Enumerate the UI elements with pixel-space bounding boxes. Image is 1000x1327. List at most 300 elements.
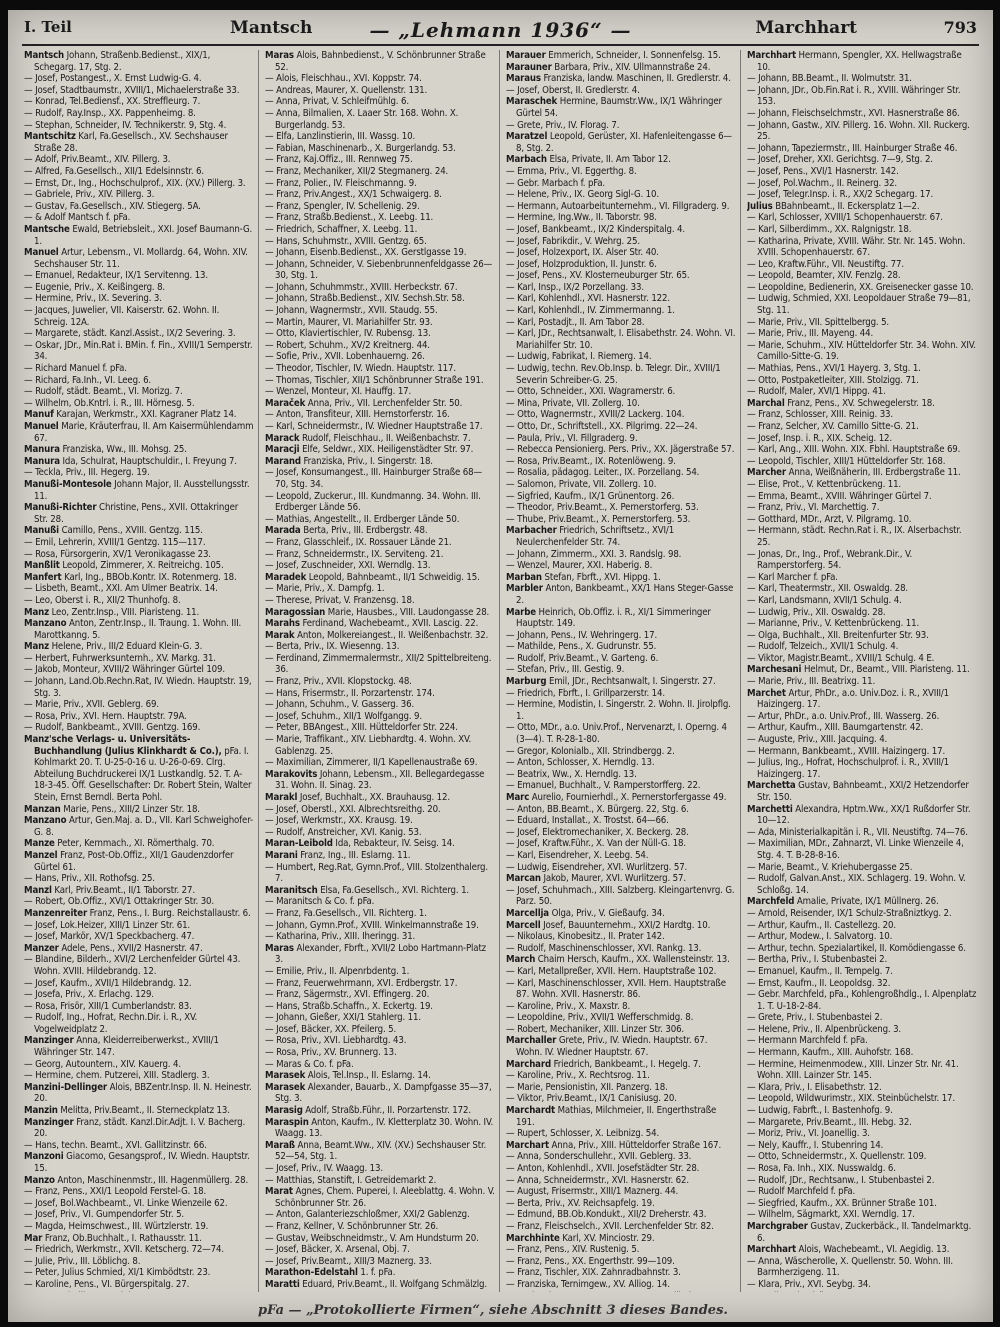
entry-text: — Robert, Ob.Offiz., XVI/1 Ottakringer Str. 30.	[24, 896, 214, 908]
entry-surname: Manußi-Montesole	[24, 478, 112, 490]
entry-text: — Otto, MDr., a.o. Univ.Prof., Nervenarzt, I. Operng. 4 (3—4). T. R-28-1-80.	[506, 722, 727, 746]
entry-text: — Franz, Schneidermstr., IX. Serviteng. 21.	[265, 548, 444, 560]
directory-entry	[24, 201, 254, 213]
entry-text: — Franz, Glasschleif., IX. Rossauer Lände 21.	[265, 536, 452, 548]
directory-entry	[24, 189, 254, 201]
entry-surname: Marbach	[506, 154, 547, 166]
directory-entry	[24, 804, 254, 816]
directory-entry	[747, 583, 977, 595]
entry-text: — Karl, Kohlenhdl., XVI. Hasnerstr. 122.	[506, 293, 670, 305]
entry-text: Franz, Post-Ob.Offiz., XII/1 Gaudenzdorfer Gürtel 61.	[34, 849, 234, 873]
directory-entry	[747, 1082, 977, 1094]
entry-surname: Marchaller	[506, 1035, 557, 1047]
entry-text: — Josef, Oberst, II. Gredlerstr. 4.	[506, 84, 640, 96]
directory-entry	[506, 525, 736, 548]
entry-text: 1. f. pFa.	[357, 1267, 396, 1279]
entry-surname: Marchart	[506, 1139, 549, 1151]
directory-entry	[747, 189, 977, 201]
directory-entry	[506, 62, 736, 74]
entry-text: — Josef, Kraftw.Führ., X. Van der Nüll-G. 18.	[506, 838, 686, 850]
entry-surname: Marchhart	[747, 1244, 796, 1256]
directory-page	[8, 10, 993, 1322]
directory-entry	[24, 363, 254, 375]
entry-surname: Manz	[24, 641, 49, 653]
directory-entry	[24, 328, 254, 340]
entry-text: Josef, Bauunternehm., XXI/2 Hardtg. 10.	[540, 919, 711, 931]
directory-entry	[506, 1070, 736, 1082]
directory-entry	[747, 1279, 977, 1291]
directory-entry	[265, 525, 495, 537]
directory-entry	[265, 908, 495, 920]
entry-text: Hermine, Baumstr.Ww., IX/1 Währinger Gürtel 54.	[516, 96, 722, 119]
directory-entry	[506, 1256, 736, 1268]
entry-text: — Leopold, Beamter, XIV. Fenzlg. 28.	[747, 270, 901, 282]
directory-entry	[24, 479, 254, 502]
entry-surname: Manuel	[24, 421, 59, 432]
entry-text: — Franz, Pens., XX. Engerthstr. 99—109.	[506, 1255, 675, 1267]
entry-text: — Anton, Transfiteur, XIII. Hernstorferstr. 16.	[265, 409, 450, 421]
entry-surname: Maras	[265, 942, 294, 954]
entry-text: — Marie, Priv., III. Mayeng. 44.	[747, 328, 874, 340]
directory-entry	[506, 305, 736, 317]
entry-text: — Gebr. Marchfeld, pFa., Kohlengroßhdlg., I. Alpenplatz 1. T. U-18-2-84.	[747, 989, 977, 1012]
entry-surname: Marak	[265, 629, 295, 641]
directory-entry	[265, 189, 495, 201]
entry-text: — Franz, Pens., XIV. Rustenig. 5.	[506, 1244, 640, 1256]
entry-text: Ferdinand, Wachebeamt., XVII. Lascig. 22.	[299, 618, 479, 630]
directory-entry	[24, 560, 254, 572]
directory-entry	[24, 1012, 254, 1035]
entry-text: Elsa, Fa.Gesellsch., XVI. Richterg. 1.	[317, 884, 470, 896]
entry-text: Emmerich, Schneider, I. Sonnenfelsg. 15.	[545, 50, 721, 61]
directory-entry	[747, 1163, 977, 1175]
entry-surname: Manfert	[24, 571, 62, 583]
directory-entry	[24, 1233, 254, 1245]
directory-entry	[506, 630, 736, 642]
directory-entry	[265, 305, 495, 317]
directory-entry	[506, 1151, 736, 1163]
entry-text: — Leopold, Tischler, XIII/1 Hütteldorfer Str. 168.	[747, 455, 946, 467]
directory-entry	[506, 653, 736, 665]
directory-entry	[506, 746, 736, 758]
directory-entry	[265, 815, 495, 827]
directory-entry	[24, 711, 254, 723]
directory-entry	[506, 166, 736, 178]
entry-text: Agnes, Chem. Puperei, I. Aleeblattg. 4. Wohn. V. Schönbrunner Str. 26.	[275, 1186, 495, 1209]
entry-text: — Lisbeth, Beamt., XXI. Am Ulmer Beatrix. 14.	[24, 583, 218, 595]
entry-text: — Grete, Priv., I. Stubenbastei 2.	[747, 1012, 883, 1024]
directory-entry	[265, 351, 495, 363]
entry-surname: Manuf	[24, 409, 54, 421]
directory-entry	[506, 688, 736, 700]
entry-text: — Johann, Gießer, XXI/1 Stahlerg. 11.	[265, 1012, 421, 1024]
directory-entry	[506, 201, 736, 213]
directory-entry	[24, 873, 254, 885]
entry-text: — Otto, Wagnermstr., XVIII/2 Lackerg. 104.	[506, 409, 685, 421]
directory-entry	[747, 467, 977, 479]
directory-entry	[265, 688, 495, 700]
entry-surname: Maran-Leibold	[265, 838, 333, 850]
entry-text: Karajan, Werkmstr., XXI. Kagraner Platz 14.	[53, 409, 237, 421]
directory-entry	[24, 1186, 254, 1198]
entry-surname: Manußi-Richter	[24, 502, 97, 514]
entry-text: — Sigfried, Kaufm., IX/1 Grünentorg. 26.	[506, 490, 675, 502]
directory-entry	[24, 224, 254, 247]
directory-entry	[747, 433, 977, 445]
directory-entry	[24, 398, 254, 410]
entry-text: — Josef, Insp. i. R., XIX. Scheig. 12.	[747, 432, 892, 444]
entry-surname: Manz'sche Verlags- u. Universitäts-Buchhandlung (Julius Klinkhardt & Co.),	[24, 734, 222, 757]
directory-entry	[506, 815, 736, 827]
entry-text: — Hans, Schuhmstr., XVIII. Gentzg. 65.	[265, 235, 427, 247]
entry-surname: Manzan	[24, 803, 61, 815]
directory-entry	[265, 293, 495, 305]
entry-text: — Marie, Pensionistin, XII. Panzerg. 18.	[506, 1081, 668, 1093]
entry-surname: Manzinger	[24, 1116, 74, 1128]
entry-text: — Franz, Kaj.Offiz., III. Rennweg 75.	[265, 154, 413, 166]
directory-entry	[506, 699, 736, 722]
entry-text: — Friedrich, Werkmstr., XVII. Ketscherg. 72—74.	[24, 1244, 224, 1256]
entry-text: Leopold, Bahnbeamt., II/1 Schweidig. 15.	[306, 571, 480, 583]
directory-entry	[265, 386, 495, 398]
entry-text: — Josef, Priv., IV. Waagg. 13.	[265, 1163, 383, 1174]
directory-entry	[506, 282, 736, 294]
entry-text: Anna, Weißnäherin, III. Erdbergstraße 11.	[786, 467, 961, 479]
directory-entry	[747, 317, 977, 329]
column-2	[265, 50, 500, 1292]
columns	[24, 50, 981, 1292]
entry-text: — Josef, Fabrikdir., V. Wehrg. 25.	[506, 235, 640, 247]
entry-text: — Johann, Straßb.Bedienst., XIV. Sechsh.Str. 58.	[265, 293, 465, 305]
directory-entry	[506, 236, 736, 248]
directory-entry	[506, 224, 736, 236]
directory-entry	[265, 224, 495, 236]
directory-entry	[24, 467, 254, 479]
entry-text: Jakob, Maurer, XVI. Wurlitzerg. 57.	[540, 873, 686, 885]
entry-text: — Hermann, Kaufm., XIII. Auhofstr. 168.	[747, 1047, 914, 1059]
directory-entry	[506, 572, 736, 584]
directory-entry	[747, 386, 977, 398]
entry-text: — Theodor, Priv.Beamt., X. Pernerstorferg. 53.	[506, 502, 699, 514]
entry-text: Barbara, Priv., XIV. Ullmannstraße 24.	[551, 61, 711, 73]
directory-entry	[265, 722, 495, 734]
entry-text: Johann, Straßenb.Bedienst., XIX/1, Schegarg. 17, Stg. 2.	[34, 50, 211, 73]
entry-text: Christine, Pens., XVII. Ottakringer Str. 28.	[34, 502, 239, 525]
directory-entry	[506, 212, 736, 224]
entry-text: — Johann, Land.Ob.Rechn.Rat, IV. Wiedn. Hauptstr. 19, Stg. 3.	[24, 676, 252, 699]
directory-entry	[24, 978, 254, 990]
directory-entry	[747, 502, 977, 514]
entry-text: — Anna, Bilmalien, X. Laaer Str. 168. Wohn. X. Burgerlandg. 53.	[265, 107, 459, 131]
entry-text: — Wilhelm, Sägmarkt, XXI. Werndlg. 17.	[747, 1209, 915, 1221]
directory-entry	[506, 317, 736, 329]
entry-text: — Karl, Eisendreher, X. Leebg. 54.	[506, 849, 649, 861]
entry-text: — Karl, JDr., Rechtsanwalt, I. Elisabethstr. 24. Wohn. VI. Mariahilfer Str. 10.	[506, 328, 736, 351]
directory-entry	[24, 954, 254, 977]
entry-text: Friedrich, Schriftsetz., XVI/1 Neulerchenfelder Str. 74.	[516, 525, 675, 548]
entry-text: — Franz, Spengler, IV. Schellenig. 29.	[265, 200, 420, 212]
entry-text: — Franz, Priv., XVII. Klopstockg. 48.	[265, 676, 412, 688]
directory-entry	[747, 166, 977, 178]
directory-entry	[506, 885, 736, 908]
entry-text: — Otto, Schneider., XXI. Wagramerstr. 6.	[506, 386, 676, 398]
entry-surname: Julius	[747, 200, 773, 212]
directory-entry	[24, 50, 254, 73]
directory-entry	[747, 1093, 977, 1105]
directory-entry	[265, 201, 495, 213]
entry-text: — Richard, Fa.Inh., VI. Leeg. 6.	[24, 374, 152, 386]
entry-surname: Marbe	[506, 606, 536, 618]
entry-surname: Manußi	[24, 525, 59, 537]
entry-text: — Grete, Priv., IV. Florag. 7.	[506, 119, 620, 131]
directory-entry	[265, 572, 495, 584]
entry-text: — Josef, Zuschneider, XXI. Werndlg. 13.	[265, 560, 431, 572]
entry-text: Emil, JDr., Rechtsanwalt, I. Singerstr. 27.	[546, 676, 716, 688]
directory-entry	[265, 514, 495, 526]
directory-entry	[747, 178, 977, 190]
directory-entry	[506, 792, 736, 804]
directory-entry	[747, 1256, 977, 1279]
entry-text: — Josef, Bäcker, X. Arsenal, Obj. 7.	[265, 1244, 410, 1256]
directory-entry	[506, 502, 736, 514]
entry-text: — Johann, Pens., IV. Wehringerg. 17.	[506, 629, 658, 641]
entry-surname: Marburg	[506, 676, 547, 688]
entry-text: — Thube, Priv.Beamt., X. Pernerstorferg. 53.	[506, 513, 691, 525]
entry-text: — Bertha, Priv., I. Stubenbastei 2.	[747, 954, 888, 966]
entry-text: — Maras & Co. f. pFa.	[265, 1058, 354, 1070]
directory-entry	[747, 711, 977, 723]
directory-entry	[747, 212, 977, 224]
directory-entry	[506, 1059, 736, 1071]
directory-entry	[24, 293, 254, 305]
entry-text: — Klara, Priv., XVI. Seybg. 34.	[747, 1278, 871, 1290]
entry-text: Johann, Lebensm., XII. Bellegardegasse 31. Wohn. II. Sinag. 23.	[275, 768, 485, 792]
entry-text: — Robert, Mechaniker, XIII. Linzer Str. 306.	[506, 1023, 684, 1035]
directory-entry	[506, 583, 736, 606]
entry-text: — Jonas, Dr., Ing., Prof., Webrank.Dir., V. Ramperstorferg. 54.	[747, 548, 913, 572]
entry-surname: Manzenreiter	[24, 907, 88, 919]
directory-entry	[747, 363, 977, 375]
directory-entry	[265, 131, 495, 143]
entry-surname: Mar	[24, 1232, 43, 1244]
entry-text: — Peter, BBAngest., XIII. Hütteldorfer Str. 224.	[265, 722, 458, 734]
directory-entry	[506, 943, 736, 955]
entry-surname: Manzo	[24, 1174, 55, 1186]
directory-entry	[24, 607, 254, 619]
directory-entry	[747, 50, 977, 73]
directory-entry	[506, 1221, 736, 1233]
directory-entry	[265, 433, 495, 445]
entry-text: — Anna, Schneidermstr., XVI. Hasnerstr. 62.	[506, 1174, 689, 1186]
entry-surname: Marada	[265, 525, 301, 537]
entry-text: — Otto, Schneidermstr., X. Quellenstr. 109.	[747, 1151, 927, 1163]
entry-text: — Moriz, Priv., VI. Joanellig. 3.	[747, 1128, 870, 1140]
directory-entry	[506, 131, 736, 154]
entry-text: — Josef, Bankbeamt., IX/2 Kinderspitalg. 4.	[506, 223, 685, 235]
entry-surname: Manzano	[24, 618, 67, 630]
directory-entry	[747, 236, 977, 259]
entry-text: pFa. I. Kohlmarkt 20. T. U-25-0-16 u. U-26-0-69. Clrg. Abteilung Buchdruckerei IX/1 Lustkandlg. 52. T. A-18-3-45. Öff. Gesellschafter: Dr. Robert Stein, Walter Stein, Ernst Berndl. Berta Pohl.	[34, 745, 252, 803]
directory-entry	[265, 537, 495, 549]
entry-text: Hermann, Spengler, XX. Hellwagstraße 10.	[757, 50, 962, 73]
directory-entry	[24, 1221, 254, 1233]
directory-entry	[747, 954, 977, 966]
directory-entry	[747, 224, 977, 236]
directory-entry	[506, 954, 736, 966]
entry-surname: Marchfeld	[747, 896, 795, 908]
entry-text: Giacomo, Gesangsprof., IV. Wiedn. Hauptstr. 15.	[34, 1151, 250, 1174]
entry-text: — Edmund, BB.Ob.Kondukt., XII/2 Dreherstr. 43.	[506, 1209, 707, 1221]
entry-text: — Mina, Private, VII. Zollerg. 10.	[506, 397, 640, 409]
entry-text: — Otto, Postpaketleiter, XIII. Stolzigg. 71.	[747, 374, 919, 386]
entry-text: — Hermine, Modistin, I. Singerstr. 2. Wohn. II. Jirolpflg. 1.	[506, 699, 731, 722]
directory-entry	[506, 421, 736, 433]
entry-text: — Marie, Priv., VII. Spittelbergg. 5.	[747, 316, 890, 328]
entry-text: — Alois, Fleischhau., XVI. Koppstr. 74.	[265, 73, 422, 85]
column-1	[24, 50, 259, 1292]
directory-entry	[265, 444, 495, 456]
entry-text: — Arthur, techn. Spezialartikel, II. Komödiengasse 6.	[747, 942, 966, 954]
entry-text: — Rupert, Schlosser, X. Leibnizg. 54.	[506, 1128, 660, 1140]
directory-entry	[506, 189, 736, 201]
directory-entry	[747, 757, 977, 780]
directory-entry	[24, 282, 254, 294]
directory-entry	[747, 780, 977, 803]
entry-text: — Josef, Pol.Wachm., II. Reinerg. 32.	[747, 177, 897, 189]
directory-entry	[24, 409, 254, 421]
entry-text: Helene, Priv., III/2 Eduard Klein-G. 3.	[48, 641, 203, 653]
directory-entry	[265, 1175, 495, 1187]
entry-text: — Sofie, Priv., XVII. Lobenhauerng. 26.	[265, 351, 425, 363]
entry-text: — Anton, Galanteriezschloßmer, XXI/2 Gablenzg.	[265, 1209, 470, 1221]
entry-text: — Josef, Pens., XV. Klosterneuburger Str. 65.	[506, 270, 690, 282]
entry-text: — Rebecca Pensionierg. Pers. Priv., XX. Jägerstraße 57.	[506, 444, 735, 456]
entry-text: — Ludwig, Fabrft., I. Bastenhofg. 9.	[747, 1105, 893, 1117]
entry-text: — Josef, Schuhmach., XIII. Salzberg. Kleingartenvrg. G. Parz. 50.	[506, 884, 735, 908]
directory-entry	[265, 96, 495, 108]
directory-entry	[24, 73, 254, 85]
entry-surname: Marasek	[265, 1070, 306, 1082]
entry-surname: Marc	[506, 792, 530, 803]
entry-text: Karl, Priv.Beamt., II/1 Taborstr. 27.	[51, 884, 195, 896]
directory-entry	[747, 607, 977, 619]
directory-entry	[265, 1267, 495, 1279]
entry-text: — Karl, Metallpreßer, XVII. Hern. Hauptstraße 102.	[506, 965, 717, 977]
entry-text: — Franz, Fleischselch., XVII. Lerchenfelder Str. 82.	[506, 1220, 714, 1232]
entry-text: — Berta, Priv., XV. Reichsapfelg. 19.	[506, 1197, 655, 1209]
directory-entry	[747, 398, 977, 410]
directory-entry	[24, 1256, 254, 1268]
entry-text: — Hermine, chem. Putzerei, XIII. Stadlerg. 3.	[24, 1070, 210, 1082]
entry-text: — Magda, Heimschwest., III. Würtzlerstr. 19.	[24, 1220, 209, 1232]
entry-text: — Robert, Schuhm., XV/2 Kreitnerg. 44.	[265, 339, 430, 351]
entry-text: — Olga, Buchhalt., XII. Breitenfurter Str. 93.	[747, 629, 929, 641]
entry-text: — Josef, Markör, XV/1 Speckbacherg. 47.	[24, 931, 195, 943]
entry-text: Franz, Ob.Buchhalt., I. Rathausstr. 11.	[42, 1232, 202, 1244]
directory-entry	[506, 1244, 736, 1256]
directory-entry	[747, 1140, 977, 1152]
entry-text: — Hans, Straßb.Schaffn., X. Eckertg. 19.	[265, 1000, 433, 1012]
directory-entry	[265, 50, 495, 73]
directory-entry	[265, 1035, 495, 1047]
directory-entry	[506, 1291, 736, 1292]
directory-entry	[265, 398, 495, 410]
directory-entry	[265, 641, 495, 653]
directory-entry	[506, 1267, 736, 1279]
entry-text: — Mathilde, Pens., X. Gudrunstr. 55.	[506, 641, 657, 653]
entry-text: Rudolf, Fleischhau., II. Weißenbachstr. 7.	[299, 432, 471, 444]
entry-surname: Maradek	[265, 571, 307, 583]
directory-entry	[24, 1117, 254, 1140]
directory-entry	[747, 688, 977, 711]
entry-text: — Ludwig, Schmied, XXI. Leopoldauer Straße 79—81, Stg. 11.	[747, 293, 971, 317]
directory-entry	[24, 1209, 254, 1221]
directory-entry	[747, 653, 977, 665]
entry-text: — Hermann, Bankbeamt., XVIII. Haizingerg. 17.	[747, 745, 946, 757]
entry-text: Alexander, Bauarb., X. Dampfgasse 35—37, Stg. 3.	[275, 1081, 492, 1105]
entry-text: Alexander, Fbrft., XVII/2 Lobo Hartmann-Platz 3.	[275, 942, 487, 966]
directory-entry	[265, 1082, 495, 1105]
entry-text: — Leopoldine, Priv., XVII/1 Wefferschmidg. 8.	[506, 1012, 694, 1024]
directory-entry	[747, 943, 977, 955]
column-3	[506, 50, 741, 1292]
entry-surname: Marbacher	[506, 525, 557, 537]
directory-entry	[265, 711, 495, 723]
entry-text: — Franz, Kellner, V. Schönbrunner Str. 26.	[265, 1220, 439, 1232]
entry-text: — Josef, Stadtbaumstr., XVIII/1, Michaelerstraße 33.	[24, 84, 240, 96]
directory-entry	[747, 328, 977, 340]
directory-entry	[265, 630, 495, 642]
directory-entry	[747, 1175, 977, 1187]
entry-text: — Anton, Kohlenhdl., XVII. Josefstädter Str. 28.	[506, 1163, 700, 1174]
entry-text: — Rosa, Priv., XV. Brunnerg. 13.	[265, 1047, 397, 1059]
directory-entry	[265, 409, 495, 421]
directory-entry	[24, 1279, 254, 1291]
entry-text: Aurelio, Fournierhdl., X. Pernerstorfergasse 49.	[529, 792, 727, 803]
entry-text: — Josef, Priv.Beamt., XIII/3 Maznerg. 33.	[265, 1255, 432, 1267]
directory-entry	[265, 108, 495, 131]
entry-text: — Arnold, Reisender, IX/1 Schulz-Straßniztkyg. 2.	[747, 907, 952, 919]
entry-text: — Franz, Straßb.Bedienst., X. Leebg. 11.	[265, 212, 434, 224]
entry-text: Mathias, Milchmeier, II. Engerthstraße 191.	[516, 1105, 717, 1128]
entry-text: — Therese, Privat, V. Franzensg. 18.	[265, 594, 415, 606]
entry-text: — Friedrich, Fbrft., I. Grillparzerstr. 14.	[506, 687, 665, 699]
directory-entry	[24, 444, 254, 456]
directory-entry	[265, 560, 495, 572]
entry-text: — Jakob, Monteur, XVIII/2 Währinger Gürtel 109.	[24, 664, 225, 676]
directory-entry	[265, 1059, 495, 1071]
directory-entry	[24, 583, 254, 595]
directory-entry	[24, 653, 254, 665]
entry-text: — Arthur, Kaufm., XIII. Baumgartenstr. 42.	[747, 722, 924, 734]
entry-text: — Rudolf, Bankbeamt., XVIII. Gentzg. 169.	[24, 722, 201, 734]
directory-entry	[24, 931, 254, 943]
directory-entry	[747, 989, 977, 1012]
directory-entry	[506, 1186, 736, 1198]
entry-text: — Johann, Fleischselchmstr., XVI. Hasnerstraße 86.	[747, 107, 960, 119]
entry-text: — Matthias, Stanstift, I. Getreidemarkt 2.	[265, 1174, 437, 1186]
directory-entry	[506, 549, 736, 561]
directory-entry	[506, 386, 736, 398]
directory-entry	[265, 792, 495, 804]
entry-text: — Josef, Holzexport, IX. Alser Str. 40.	[506, 247, 659, 259]
entry-text: Grete, Priv., IV. Wiedn. Hauptstr. 67. Wohn. IV. Wiedner Hauptstr. 67.	[516, 1035, 708, 1059]
directory-entry	[747, 282, 977, 294]
entry-text: — Rudolf, städt. Beamt., VI. Morizg. 7.	[24, 386, 183, 398]
directory-entry	[747, 734, 977, 746]
entry-text: — Georg, Autountern., XIV. Kauerg. 4.	[24, 1058, 181, 1070]
entry-text: — Karl, Insp., IX/2 Porzellang. 33.	[506, 281, 644, 293]
